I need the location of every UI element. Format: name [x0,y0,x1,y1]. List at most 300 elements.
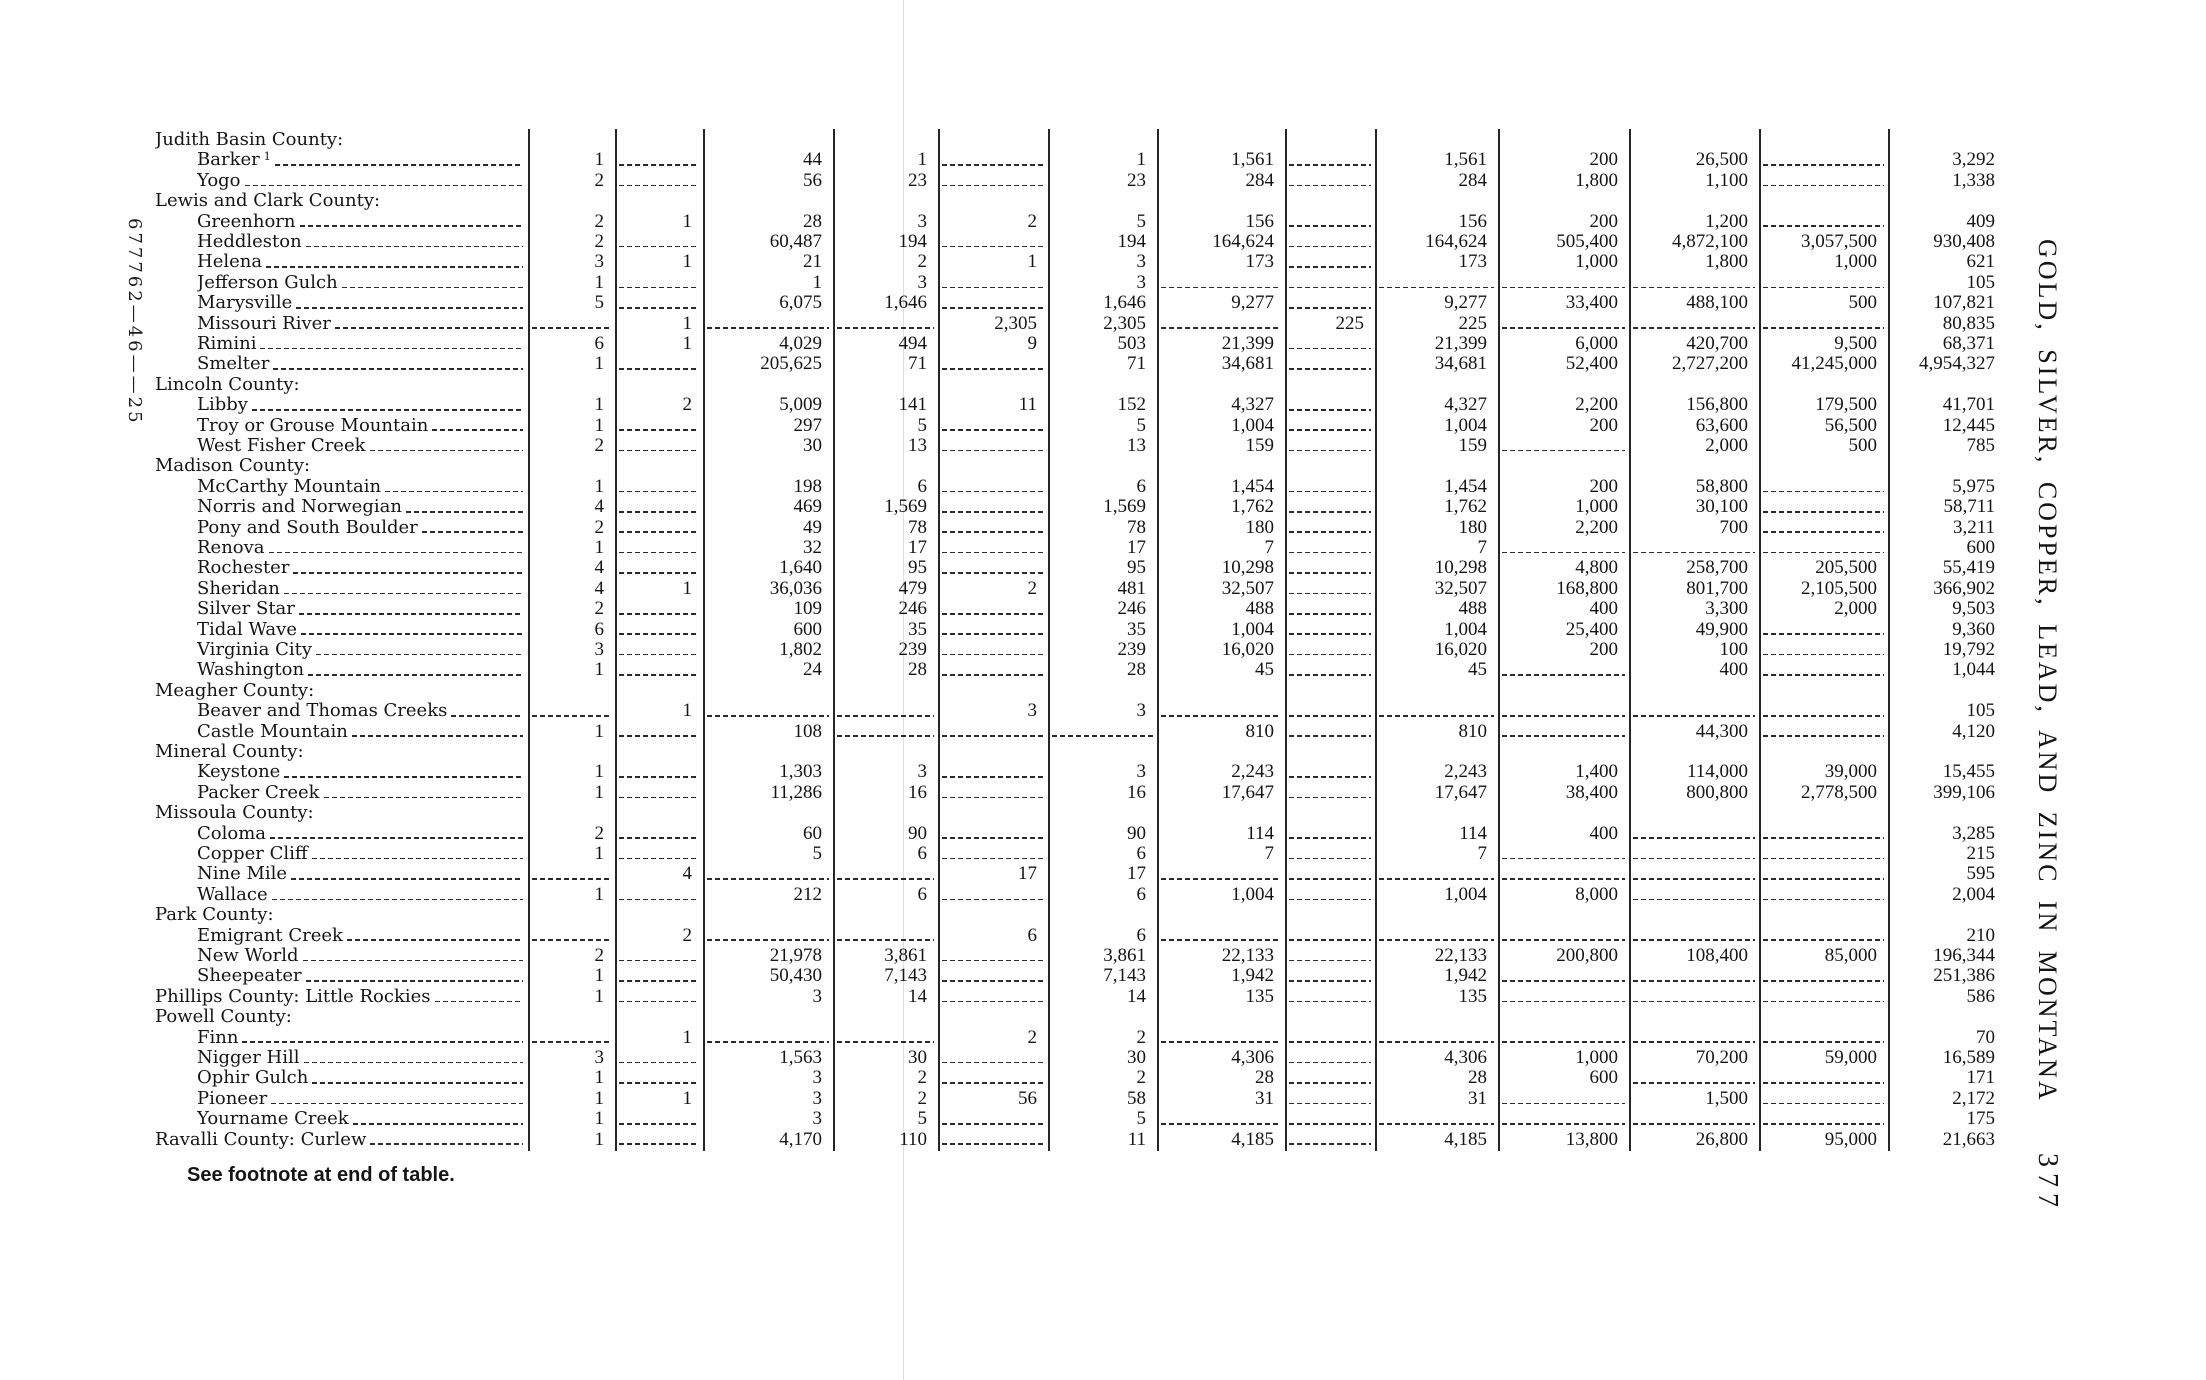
empty-cell [1629,844,1759,864]
empty-cell [1285,926,1375,946]
table-cell: 28 [803,210,822,232]
table-cell: 239 [898,639,927,660]
table-row [0,436,2010,456]
table-cell: 7,143 [884,965,927,987]
table-cell: 3,861 [884,945,927,966]
table-row [0,171,2010,191]
table-cell: 4,185 [1444,1128,1487,1150]
district-name: Copper Cliff [197,844,308,864]
table-cell: 2 [682,924,692,946]
table-cell: 1,563 [779,1047,822,1068]
row-label [197,477,523,497]
table-cell: 28 [1468,1067,1487,1089]
empty-cell [1498,864,1629,884]
table-cell: 1,561 [1444,149,1487,171]
row-label [197,1028,523,1048]
table-cell: 58 [1127,1087,1146,1109]
empty-cell [1498,701,1629,721]
table-cell: 114 [1246,822,1274,844]
table-cell: 25,400 [1565,618,1618,640]
table-cell: 6 [1136,475,1146,497]
empty-cell [1498,1109,1629,1129]
district-name: New World [197,946,299,966]
table-cell: 600 [793,618,822,640]
table-cell: 21,978 [769,945,822,966]
table-cell: 4,872,100 [1672,231,1748,252]
empty-cell [1498,1028,1629,1048]
table-cell: 10,298 [1221,557,1274,579]
empty-cell [1285,1028,1375,1048]
table-cell: 479 [898,577,927,599]
dot-leader [284,776,523,778]
table-cell: 173 [1245,251,1274,273]
empty-cell [615,620,703,640]
empty-cell [1285,150,1375,170]
empty-cell [615,273,703,293]
dot-leader [301,633,523,635]
table-cell: 5 [917,414,927,436]
table-cell: 156 [1458,210,1487,232]
empty-cell [703,314,833,334]
table-cell: 3 [594,251,604,273]
table-cell: 420,700 [1686,333,1748,354]
row-label [197,232,523,252]
table-cell: 1 [594,353,604,375]
table-cell: 3 [812,1108,822,1130]
table-cell: 2 [594,435,604,456]
table-cell: 11,286 [770,781,822,803]
empty-cell [1285,558,1375,578]
table-cell: 17,647 [1221,781,1274,803]
dot-leader [260,348,523,350]
table-cell: 194 [1117,231,1146,252]
empty-cell [615,150,703,170]
empty-cell [615,558,703,578]
table-cell: 21,663 [1942,1128,1995,1150]
table-cell: 11 [1018,394,1037,416]
empty-cell [1285,334,1375,354]
empty-cell [1285,701,1375,721]
empty-cell [833,722,938,742]
empty-cell [1285,1089,1375,1109]
table-cell: 6 [1136,924,1146,946]
empty-cell [1157,926,1285,946]
empty-cell [615,416,703,436]
row-label [197,783,523,803]
table-row [0,497,2010,517]
table-cell: 212 [793,883,822,905]
empty-cell [1157,864,1285,884]
table-cell: 22,133 [1434,945,1487,966]
table-cell: 16,589 [1942,1047,1995,1068]
row-label [155,456,523,476]
district-name: Ophir Gulch [197,1068,309,1089]
table-cell: 1,004 [1444,414,1487,436]
table-cell: 810 [1245,720,1274,742]
county-name: Phillips County: Little Rockies [155,986,431,1007]
row-label [197,762,523,782]
table-cell: 159 [1458,435,1487,456]
empty-cell [1629,1028,1759,1048]
empty-cell [833,701,938,721]
empty-cell [528,864,615,884]
empty-cell [1375,864,1498,884]
table-cell: 2 [1027,210,1037,232]
county-name: Meagher County: [155,680,315,701]
dot-leader [293,572,523,574]
dot-leader [304,1062,524,1064]
table-cell: 200,800 [1556,945,1618,966]
table-cell: 200 [1589,475,1618,497]
table-cell: 5 [1136,414,1146,436]
table-cell: 1 [594,883,604,905]
dot-leader [275,164,523,166]
dot-leader [306,980,523,982]
table-cell: 258,700 [1686,557,1748,579]
dot-leader [266,266,523,268]
table-cell: 13 [908,435,927,456]
dot-leader [312,858,523,860]
table-cell: 30,100 [1695,496,1748,518]
table-cell: 55,419 [1942,557,1995,579]
table-cell: 5 [917,1108,927,1130]
table-cell: 930,408 [1933,231,1995,252]
table-cell: 38,400 [1565,781,1618,803]
empty-cell [615,599,703,619]
row-label [197,293,523,313]
table-cell: 114 [1459,822,1487,844]
table-row [0,885,2010,905]
row-label [197,416,523,436]
table-cell: 49 [803,516,822,538]
table-cell: 17 [1018,863,1037,885]
empty-cell [938,946,1048,966]
dot-leader [353,1123,523,1125]
table-cell: 1,500 [1705,1087,1748,1109]
table-cell: 500 [1848,435,1877,456]
table-row [0,558,2010,578]
row-label [155,987,523,1007]
table-cell: 1 [594,537,604,558]
table-cell: 17 [1127,537,1146,558]
table-cell: 4,306 [1231,1047,1274,1068]
table-row [0,314,2010,334]
dot-leader [245,185,523,187]
empty-cell [615,436,703,456]
empty-cell [528,1028,615,1048]
table-cell: 3,292 [1952,149,1995,171]
row-label [197,497,523,517]
table-cell: 198 [793,475,822,497]
empty-cell [1498,660,1629,680]
table-cell: 1 [594,843,604,864]
table-cell: 1 [594,659,604,681]
empty-cell [703,926,833,946]
empty-cell [833,314,938,334]
row-label [155,742,523,762]
table-cell: 1,000 [1834,251,1877,273]
empty-cell [615,844,703,864]
empty-cell [615,722,703,742]
table-cell: 785 [1966,435,1995,456]
table-cell: 3 [1136,271,1146,293]
row-label [197,212,523,232]
dot-leader [272,899,523,901]
county-row [0,1130,2010,1150]
table-cell: 1,303 [779,761,822,783]
row-label [197,701,523,721]
table-row [0,212,2010,232]
table-cell: 6,075 [779,292,822,314]
table-cell: 1 [594,781,604,803]
table-cell: 7 [1477,537,1487,558]
table-cell: 19,792 [1942,639,1995,660]
table-cell: 210 [1966,924,1995,946]
table-cell: 100 [1719,639,1748,660]
empty-cell [1629,987,1759,1007]
empty-cell [938,477,1048,497]
table-cell: 2 [594,210,604,232]
table-cell: 2 [594,516,604,538]
empty-cell [938,783,1048,803]
table-cell: 2 [594,231,604,252]
table-cell: 4,800 [1575,557,1618,579]
empty-cell [1285,987,1375,1007]
table-cell: 39,000 [1824,761,1877,783]
table-row [0,579,2010,599]
table-cell: 49,900 [1695,618,1748,640]
dot-leader [335,327,523,329]
district-name: Emigrant Creek [197,925,343,946]
empty-cell [1759,1089,1888,1109]
district-name: Heddleston [197,232,302,252]
row-label [197,640,523,660]
empty-cell [1759,1028,1888,1048]
table-row [0,783,2010,803]
empty-cell [1759,926,1888,946]
table-cell: 194 [898,231,927,252]
table-cell: 2,004 [1952,883,1995,905]
table-cell: 3 [594,639,604,660]
district-name: Pony and South Boulder [197,517,418,538]
empty-cell [1629,966,1759,986]
table-cell: 78 [1127,516,1146,538]
table-cell: 1,646 [884,292,927,314]
table-cell: 1,338 [1952,169,1995,191]
table-row [0,232,2010,252]
table-cell: 7,143 [1103,965,1146,987]
table-cell: 1 [594,475,604,497]
table-row [0,354,2010,374]
row-label [197,436,523,456]
empty-cell [1285,1048,1375,1068]
table-cell: 2 [917,251,927,273]
table-cell: 45 [1255,659,1274,681]
dot-leader [316,654,523,656]
table-cell: 1,569 [1103,496,1146,518]
table-cell: 3 [1027,700,1037,722]
empty-cell [528,926,615,946]
empty-cell [1285,1109,1375,1129]
table-cell: 5 [1136,210,1146,232]
empty-cell [615,660,703,680]
row-label [197,1048,523,1068]
table-cell: 2 [594,169,604,191]
table-cell: 600 [1589,1067,1618,1089]
table-cell: 215 [1966,843,1995,864]
row-label [155,191,523,211]
table-cell: 16 [908,781,927,803]
district-name: Norris and Norwegian [197,497,402,518]
empty-cell [1759,314,1888,334]
table-cell: 200 [1589,639,1618,660]
table-cell: 135 [1245,985,1274,1007]
table-cell: 1,400 [1575,761,1618,783]
empty-cell [938,844,1048,864]
table-row [0,1089,2010,1109]
table-cell: 107,821 [1933,292,1995,314]
empty-cell [1629,314,1759,334]
table-cell: 2,200 [1575,394,1618,416]
table-cell: 2 [682,394,692,416]
table-cell: 16 [1127,781,1146,803]
table-cell: 1 [594,985,604,1007]
footnote-mark: 1 [263,150,271,164]
empty-cell [615,354,703,374]
table-cell: 171 [1966,1067,1995,1089]
empty-cell [1759,987,1888,1007]
table-row [0,946,2010,966]
table-cell: 1 [594,1067,604,1089]
table-cell: 3 [1136,251,1146,273]
empty-cell [1048,722,1157,742]
county-heading [0,456,2010,476]
table-cell: 1 [594,1108,604,1130]
empty-cell [1285,946,1375,966]
district-name: McCarthy Mountain [197,476,382,497]
table-cell: 71 [1127,353,1146,375]
district-name: Castle Mountain [197,721,348,742]
row-label [197,171,523,191]
table-cell: 2,000 [1705,435,1748,456]
empty-cell [615,885,703,905]
table-row [0,273,2010,293]
empty-cell [1285,966,1375,986]
table-cell: 71 [908,353,927,375]
row-label [197,1068,523,1088]
table-cell: 2,200 [1575,516,1618,538]
empty-cell [1285,436,1375,456]
table-cell: 108,400 [1686,945,1748,966]
empty-cell [528,314,615,334]
table-cell: 1,000 [1575,251,1618,273]
table-row [0,1068,2010,1088]
empty-cell [1629,885,1759,905]
table-cell: 33,400 [1565,292,1618,314]
empty-cell [1629,824,1759,844]
table-cell: 28 [1255,1067,1274,1089]
table-cell: 3 [812,1087,822,1109]
empty-cell [938,518,1048,538]
table-cell: 586 [1966,985,1995,1007]
table-row [0,1028,2010,1048]
empty-cell [615,497,703,517]
empty-cell [938,416,1048,436]
empty-cell [938,640,1048,660]
table-cell: 1,800 [1575,169,1618,191]
table-cell: 4,170 [779,1128,822,1150]
dot-leader [347,939,523,941]
empty-cell [938,966,1048,986]
empty-cell [1759,966,1888,986]
table-cell: 56,500 [1824,414,1877,436]
table-cell: 3 [1136,761,1146,783]
table-cell: 2 [1027,577,1037,599]
table-cell: 6,000 [1575,333,1618,354]
empty-cell [615,1130,703,1150]
table-cell: 1 [594,720,604,742]
table-cell: 5 [1136,1108,1146,1130]
table-cell: 1,454 [1231,475,1274,497]
table-cell: 1,569 [884,496,927,518]
empty-cell [1285,518,1375,538]
county-name: Lincoln County: [155,374,300,395]
dot-leader [273,368,523,370]
table-cell: 196,344 [1933,945,1995,966]
district-name: Sheridan [197,578,280,599]
table-cell: 2 [594,598,604,620]
county-heading [0,1007,2010,1027]
table-cell: 1 [682,210,692,232]
table-cell: 175 [1966,1108,1995,1130]
empty-cell [615,477,703,497]
empty-cell [1498,966,1629,986]
table-cell: 164,624 [1212,231,1274,252]
row-label [197,1109,523,1129]
table-cell: 159 [1245,435,1274,456]
empty-cell [1498,722,1629,742]
table-cell: 1,004 [1231,618,1274,640]
empty-cell [1759,885,1888,905]
empty-cell [1498,314,1629,334]
table-cell: 3,211 [1952,516,1995,538]
table-cell: 16,020 [1221,639,1274,660]
table-cell: 801,700 [1686,577,1748,599]
row-label [155,1130,523,1150]
table-cell: 1,004 [1444,883,1487,905]
county-heading [0,905,2010,925]
table-cell: 63,600 [1695,414,1748,436]
table-cell: 284 [1458,169,1487,191]
empty-cell [938,558,1048,578]
table-cell: 52,400 [1565,353,1618,375]
empty-cell [938,885,1048,905]
district-name: Nigger Hill [197,1048,300,1068]
table-cell: 2 [594,822,604,844]
table-cell: 95 [908,557,927,579]
district-name: Troy or Grouse Mountain [197,415,429,436]
table-cell: 503 [1117,333,1146,354]
dot-leader [291,878,523,880]
table-cell: 23 [908,169,927,191]
district-name: Washington [197,660,305,681]
table-cell: 1 [682,577,692,599]
table-row [0,150,2010,170]
empty-cell [1629,1109,1759,1129]
table-cell: 469 [793,496,822,518]
table-cell: 1,004 [1231,883,1274,905]
county-name: Madison County: [155,456,311,477]
